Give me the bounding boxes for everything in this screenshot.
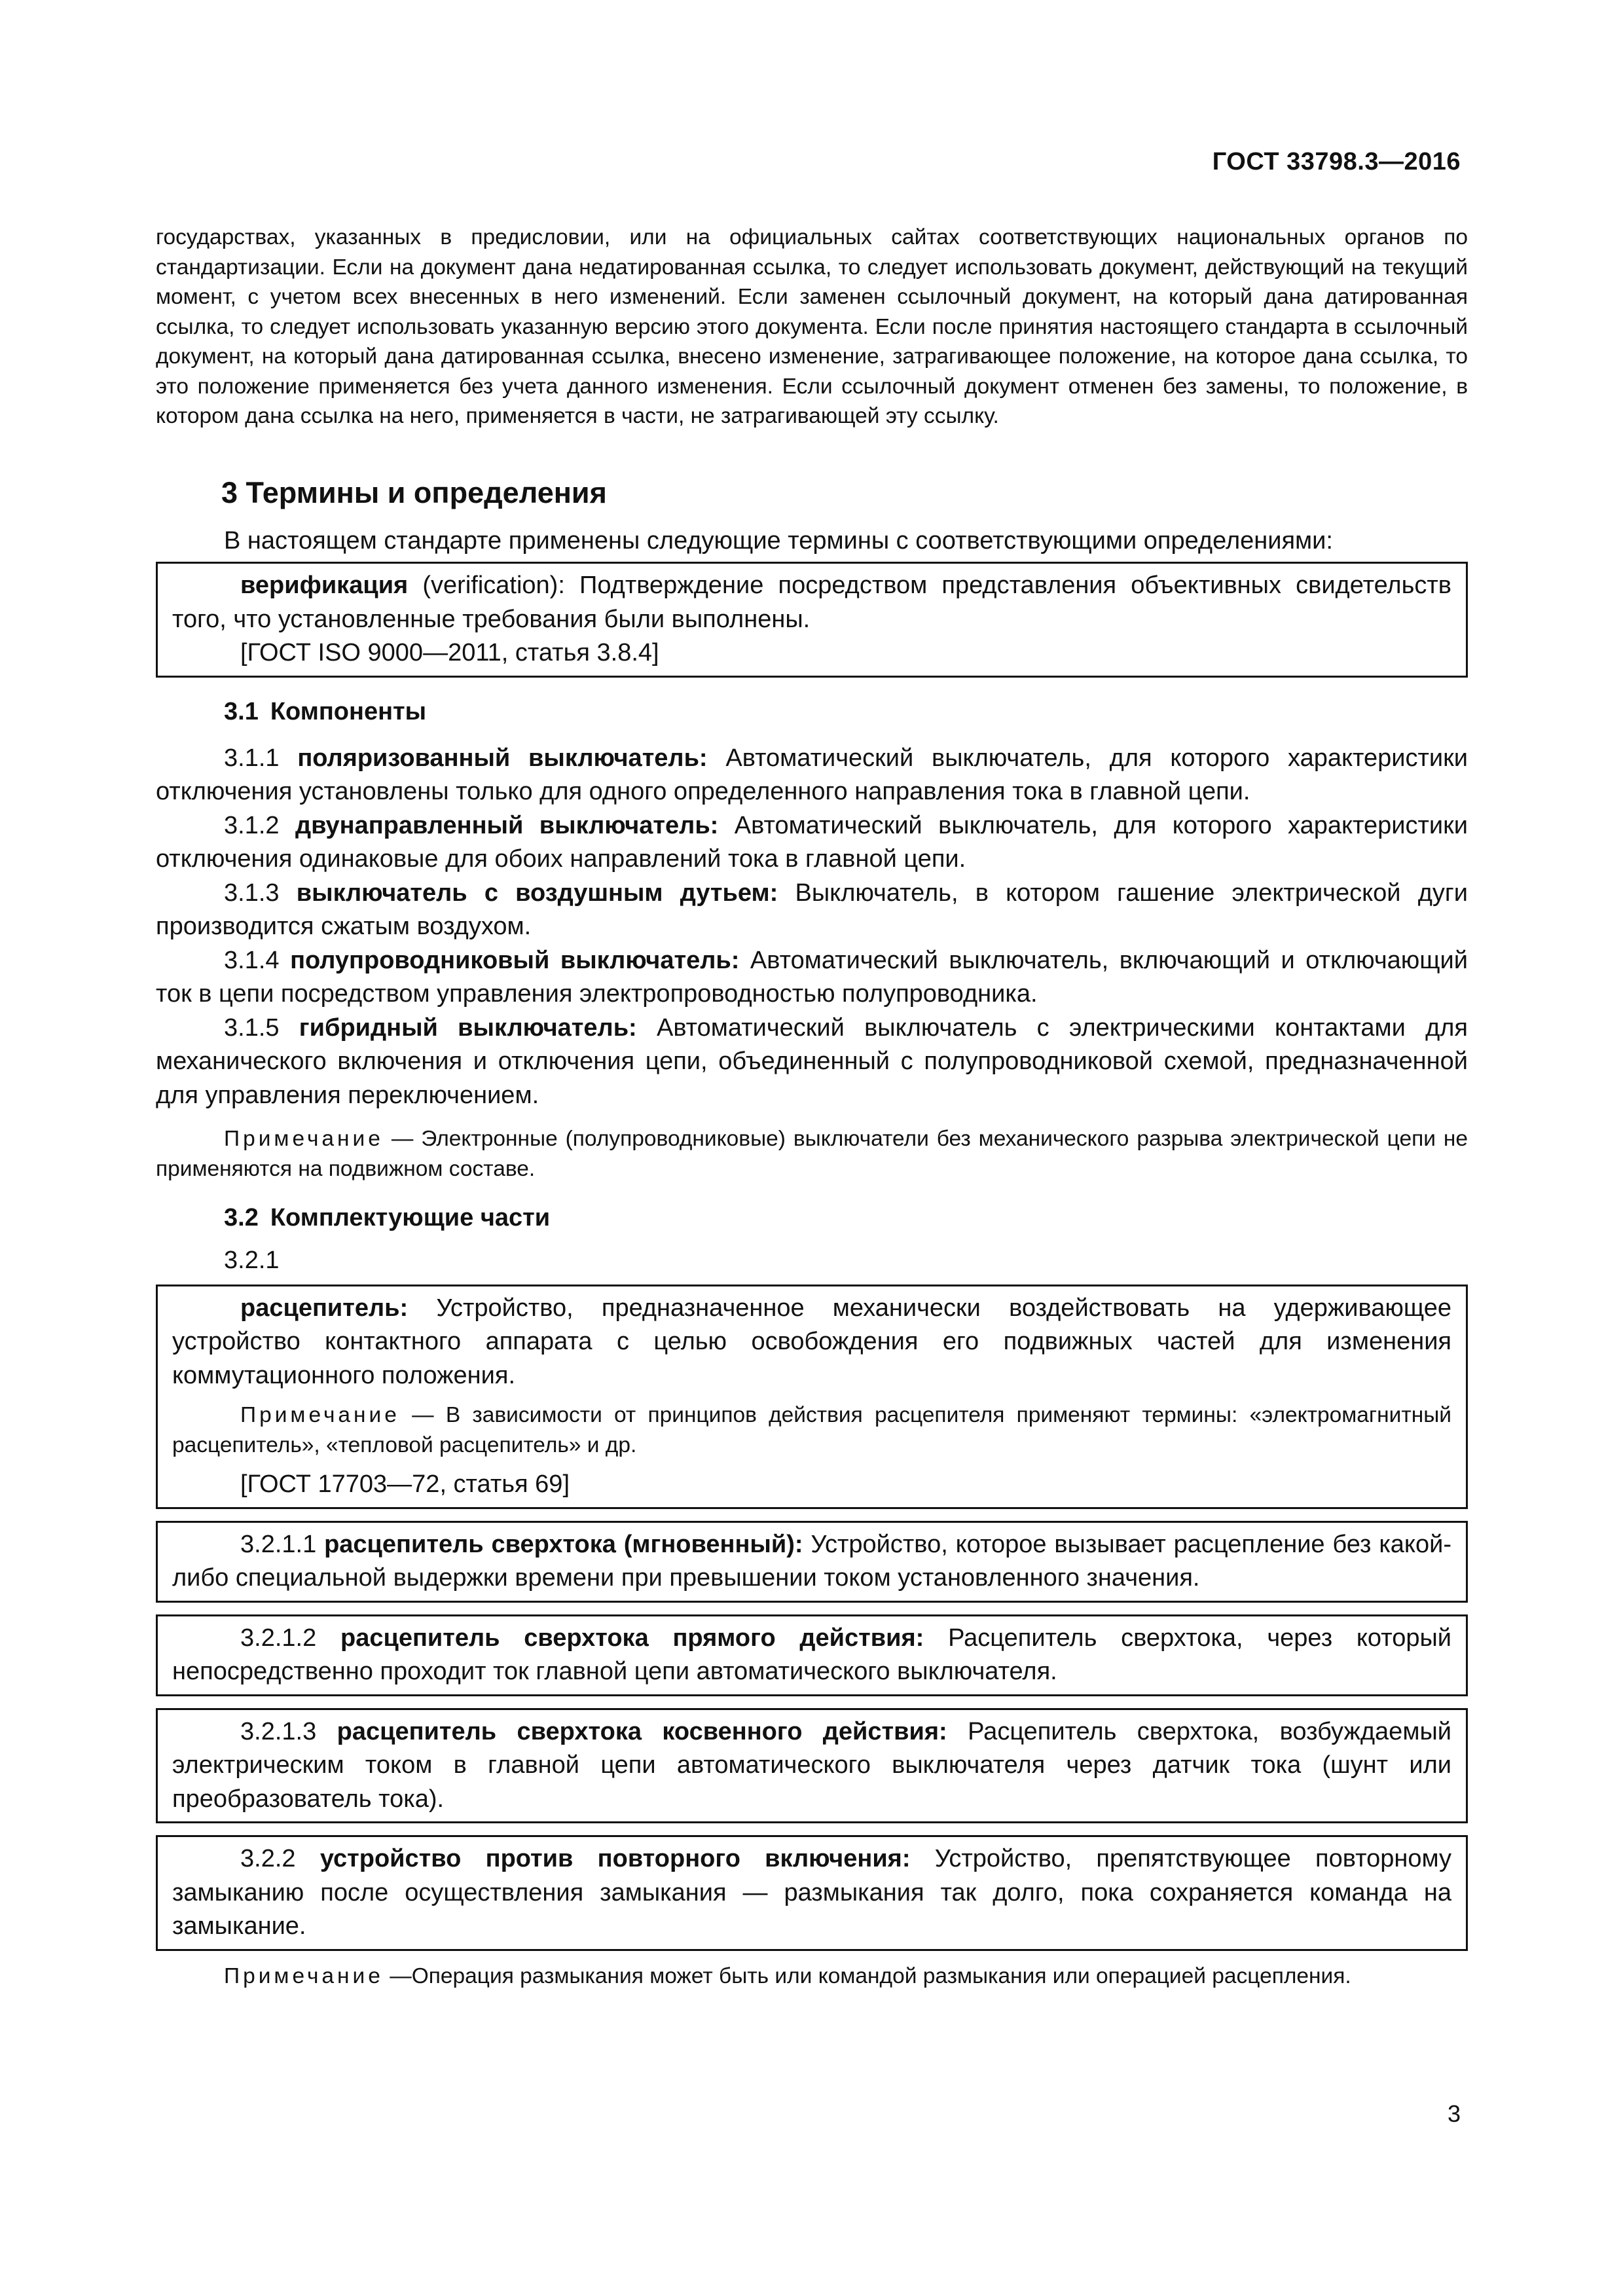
- term-box-verification: [156, 562, 1468, 678]
- note-text: — Электронные (полупроводниковые) выключатели без механического разрыва электрической цепи не применяются на подвижном составе.: [156, 1127, 1468, 1181]
- term-3-2-1-number: 3.2.1: [224, 1247, 280, 1274]
- note-release: [172, 1400, 1451, 1460]
- term-3-1-2: [156, 809, 1468, 877]
- term-3-2-1-3: [172, 1715, 1451, 1817]
- term-definition: Выключатель, в котором гашение электрической дуги производится сжатым воздухом.: [156, 879, 1468, 940]
- term-number: 3.2.1.2: [240, 1624, 317, 1652]
- subsection-3-2-heading: [156, 1201, 1468, 1235]
- term-name: поляризованный выключатель:: [297, 744, 708, 772]
- term-name: гибридный выключатель:: [299, 1013, 637, 1042]
- term-name: двунаправленный выключатель:: [295, 811, 719, 839]
- term-box-release: [156, 1285, 1468, 1509]
- term-number: 3.2.1.3: [240, 1717, 317, 1745]
- term-3-1-4: [156, 944, 1468, 1011]
- term-box-3-2-2: [156, 1835, 1468, 1951]
- term-name: полупроводниковый выключатель:: [290, 946, 740, 974]
- term-name: верификация: [240, 572, 409, 599]
- subsection-title: Комплектующие части: [270, 1204, 551, 1231]
- term-release: [172, 1292, 1451, 1393]
- term-3-1-1: [156, 742, 1468, 809]
- page-number: 3: [1447, 2100, 1461, 2127]
- section-3-lead: В настоящем стандарте применены следующие термины с соответствующими определениями:: [224, 526, 1333, 555]
- term-number: 3.1.5: [224, 1013, 280, 1042]
- subsection-3-1-heading: [156, 695, 1468, 729]
- intro-paragraph: государствах, указанных в предисловии, или на официальных сайтах соответствующих национальных органов по стандартизации. Если на документ дана недатированная ссылка, то следует использовать документ, действующий на текущий момент, с учетом всех внесенных в него изменений. Если заменен ссылочный документ, на который дана датированная ссылка, то следует использовать указанную версию этого документа. Если после принятия настоящего стандарта в ссылочный документ, на который дана датированная ссылка, внесено изменение, затрагивающее положение, на которое дана ссылка, то это положение применяется без учета данного изменения. Если ссылочный документ отменен без замены, то положение, в котором дана ссылка на него, применяется в части, не затрагивающей эту ссылку.: [156, 225, 1468, 428]
- note-3-2-2: [156, 1961, 1468, 1992]
- term-name: расцепитель сверхтока косвенного действия:: [337, 1717, 947, 1745]
- page-content: [156, 223, 1468, 1991]
- term-3-1-3: [156, 877, 1468, 944]
- subsection-number: 3.2: [224, 1204, 259, 1231]
- term-definition: Расцепитель сверхтока, возбуждаемый электрическим током в главной цепи автоматического выключателя через датчик тока (шунт или преобразователь тока).: [172, 1717, 1451, 1813]
- term-box-3-2-1-3: [156, 1708, 1468, 1824]
- term-name: расцепитель сверхтока прямого действия:: [340, 1624, 924, 1652]
- term-name: расцепитель сверхтока (мгновенный):: [324, 1530, 803, 1558]
- note-label: Примечание: [224, 1127, 384, 1151]
- term-number: 3.1.2: [224, 811, 280, 839]
- term-definition: Автоматический выключатель, включающий и отключающий ток в цепи посредством управления электропроводностью полупроводника.: [156, 946, 1468, 1008]
- term-3-2-1-1: [172, 1528, 1451, 1595]
- term-number: 3.2.2: [240, 1845, 296, 1872]
- term-definition: Автоматический выключатель, для которого характеристики отключения одинаковые для обоих направлений тока в главной цепи.: [156, 811, 1468, 873]
- term-definition: Автоматический выключатель, для которого характеристики отключения установлены только для одного определенного направления тока в главной цепи.: [156, 744, 1468, 805]
- term-definition: Устройство, предназначенное механически воздействовать на удерживающее устройство контактного аппарата с целью освобождения его подвижных частей для изменения коммутационного положения.: [172, 1294, 1451, 1389]
- term-source: [ГОСТ 17703—72, статья 69]: [240, 1470, 570, 1498]
- note-text: —Операция размыкания может быть или командой размыкания или операцией расцепления.: [383, 1963, 1351, 1988]
- term-3-2-1-2: [172, 1622, 1451, 1689]
- term-number: 3.1.3: [224, 879, 280, 907]
- term-definition: (verification): Подтверждение посредством представления объективных свидетельств того, что установленные требования были выполнены.: [172, 572, 1451, 633]
- term-3-2-2: [172, 1842, 1451, 1944]
- document-code: ГОСТ 33798.3—2016: [1212, 148, 1461, 175]
- term-number: 3.1.1: [224, 744, 280, 772]
- term-definition: Расцепитель сверхтока, через который непосредственно проходит ток главной цепи автоматического выключателя.: [172, 1624, 1452, 1685]
- subsection-title: Компоненты: [270, 697, 427, 725]
- term-definition: Автоматический выключатель с электрическими контактами для механического включения и отключения цепи, объединенный с полупроводниковой схемой, предназначенной для управления переключением.: [156, 1013, 1468, 1109]
- term-verification: [172, 569, 1451, 636]
- note-3-1: [156, 1124, 1468, 1184]
- subsection-number: 3.1: [224, 697, 259, 725]
- term-box-3-2-1-2: [156, 1614, 1468, 1696]
- term-name: расцепитель:: [240, 1294, 409, 1322]
- note-label: Примечание: [224, 1963, 384, 1988]
- note-label: Примечание: [240, 1403, 400, 1427]
- term-3-1-5: [156, 1011, 1468, 1113]
- term-box-3-2-1-1: [156, 1521, 1468, 1603]
- term-number: 3.1.4: [224, 946, 280, 974]
- term-source: [ГОСТ ISO 9000—2011, статья 3.8.4]: [240, 639, 659, 666]
- term-definition: Устройство, которое вызывает расцепление без какой-либо специальной выдержки времени при превышении током установленного значения.: [172, 1530, 1451, 1592]
- term-number: 3.2.1.1: [240, 1530, 317, 1558]
- term-definition: Устройство, препятствующее повторному замыканию после осуществления замыкания — размыкания так долго, пока сохраняется команда на замыкание.: [172, 1845, 1452, 1940]
- term-name: устройство против повторного включения:: [319, 1845, 911, 1872]
- note-text: — В зависимости от принципов действия расцепителя применяют термины: «электромагнитный расцепитель», «тепловой расцепитель» и др.: [172, 1403, 1451, 1457]
- section-3-heading: 3 Термины и определения: [221, 475, 607, 509]
- term-name: выключатель с воздушным дутьем:: [296, 879, 778, 907]
